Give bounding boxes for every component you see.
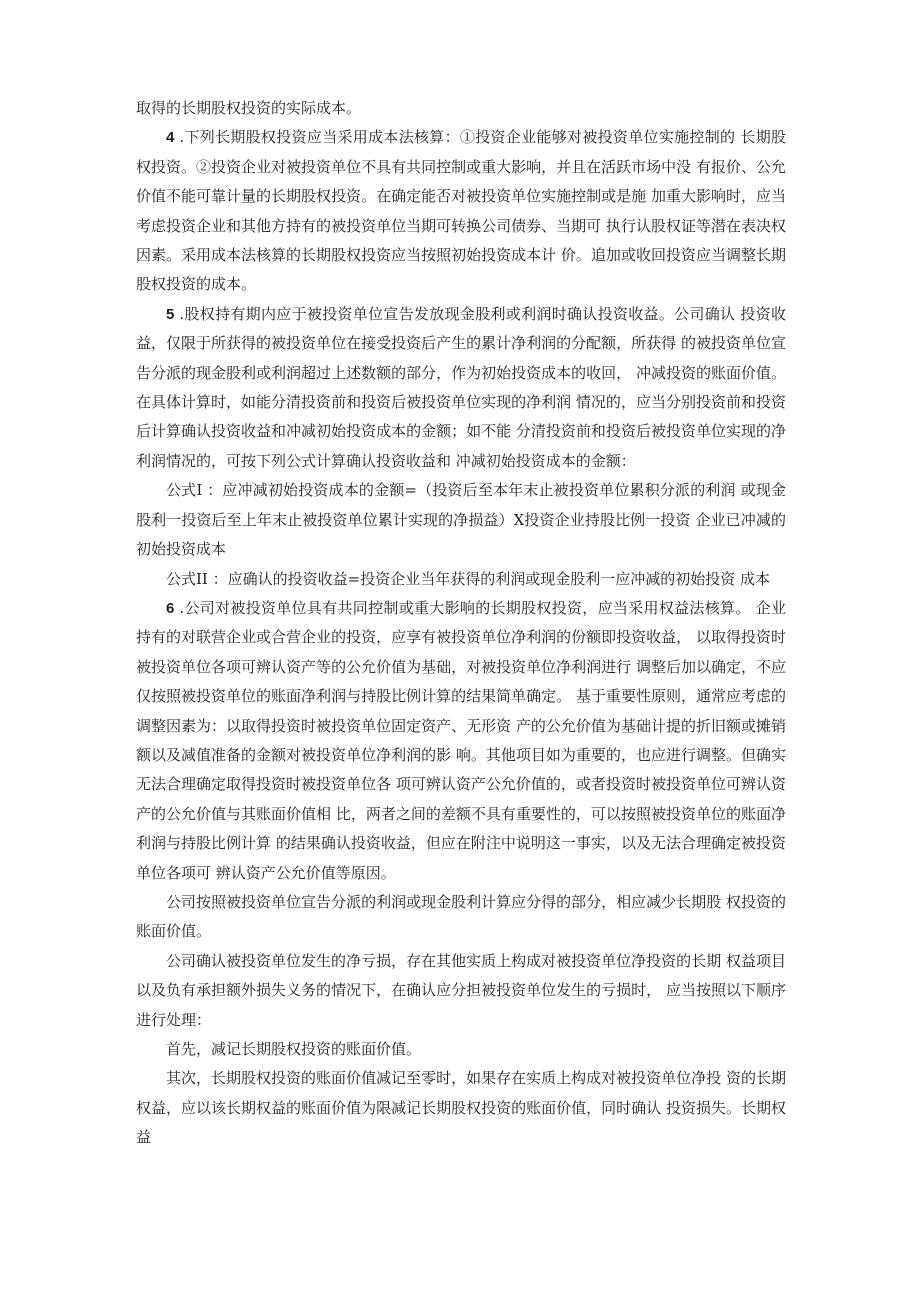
paragraph-text: .下列长期股权投资应当采用成本法核算：①投资企业能够对被投资单位实施控制的 长期股权投资。②投资企业对被投资单位不具有共同控制或重大影响，并且在活跃市场中没 有报价、公允价值不能可靠计量的长期股权投资。在确定能否对被投资单位实施控制或是施 加重大影响时，应当考虑投资企业和其他方持有的被投资单位当期可转换公司债券、当期可 执行认股权证等潜在表决权因素。采用成本法核算的长期股权投资应当按照初始投资成本计 价。追加或收回投资应当调整长期股权投资的成本。 [136, 128, 786, 294]
paragraph-number: 4 [166, 129, 175, 147]
paragraph [136, 1035, 786, 1064]
paragraph-continuation [136, 94, 786, 123]
paragraph-item-4 [136, 123, 786, 299]
paragraph-item-6 [136, 594, 786, 888]
paragraph-text: .股权持有期内应于被投资单位宣告发放现金股利或利润时确认投资收益。公司确认 投资收益，仅限于所获得的被投资单位在接受投资后产生的累计净利润的分配额，所获得 的被投资单位宣告分派的现金股利或利润超过上述数额的部分，作为初始投资成本的收回， 冲减投资的账面价值。在具体计算时，如能分清投资前和投资后被投资单位实现的净利润 情况的，应当分别投资前和投资后计算确认投资收益和冲减初始投资成本的金额；如不能 分清投资前和投资后被投资单位实现的净利润情况的，可按下列公式计算确认投资收益和 冲减初始投资成本的金额： [136, 304, 786, 470]
paragraph-number: 5 [166, 305, 175, 323]
paragraph-text: .公司对被投资单位具有共同控制或重大影响的长期股权投资，应当采用权益法核算。 企业持有的对联营企业或合营企业的投资，应享有被投资单位净利润的份额即投资收益， 以取得投资时被投资单位各项可辨认资产等的公允价值为基础，对被投资单位净利润进行 调整后加以确定，不应仅按照被投资单位的账面净利润与持股比例计算的结果简单确定。 基于重要性原则，通常应考虑的调整因素为：以取得投资时被投资单位固定资产、无形资 产的公允价值为基础计提的折旧额或摊销额以及减值准备的金额对被投资单位净利润的影 响。其他项目如为重要的，也应进行调整。但确实无法合理确定取得投资时被投资单位各 项可辨认资产公允价值的，或者投资时被投资单位可辨认资产的公允价值与其账面价值相 比，两者之间的差额不具有重要性的，可以按照被投资单位的账面净利润与持股比例计算 的结果确认投资收益，但应在附注中说明这一事实，以及无法合理确定被投资单位各项可 辨认资产公允价值等原因。 [136, 598, 786, 882]
paragraph-text: 首先，减记长期股权投资的账面价值。 [166, 1040, 422, 1058]
paragraph-item-5 [136, 300, 786, 476]
document-page [136, 94, 786, 1153]
paragraph-text: 其次，长期股权投资的账面价值减记至零时，如果存在实质上构成对被投资单位净投 资的长期权益，应以该长期权益的账面价值为限减记长期股权投资的账面价值，同时确认 投资损失。长期权益 [136, 1069, 786, 1147]
paragraph-text: 公式II ：应确认的投资收益=投资企业当年获得的利润或现金股利一应冲减的初始投资 成本 [166, 569, 770, 588]
paragraph [136, 888, 786, 947]
formula-1 [136, 476, 786, 564]
paragraph-text: 公式I ：应冲减初始投资成本的金额=（投资后至本年末止被投资单位累积分派的利润 或现金股利一投资后至上年末止被投资单位累计实现的净损益）X投资企业持股比例一投资 企业已冲减的初始投资成本 [136, 481, 786, 559]
paragraph [136, 1064, 786, 1152]
paragraph-text: 取得的长期股权投资的实际成本。 [136, 99, 362, 117]
formula-2 [136, 565, 786, 594]
paragraph [136, 947, 786, 1035]
paragraph-text: 公司确认被投资单位发生的净亏损，存在其他实质上构成对被投资单位净投资的长期 权益项目以及负有承担额外损失义务的情况下，在确认应分担被投资单位发生的亏损时， 应当按照以下顺序进行处理： [136, 951, 786, 1029]
paragraph-number: 6 [166, 599, 175, 617]
paragraph-text: 公司按照被投资单位宣告分派的利润或现金股利计算应分得的部分，相应减少长期股 权投资的账面价值。 [136, 892, 786, 941]
